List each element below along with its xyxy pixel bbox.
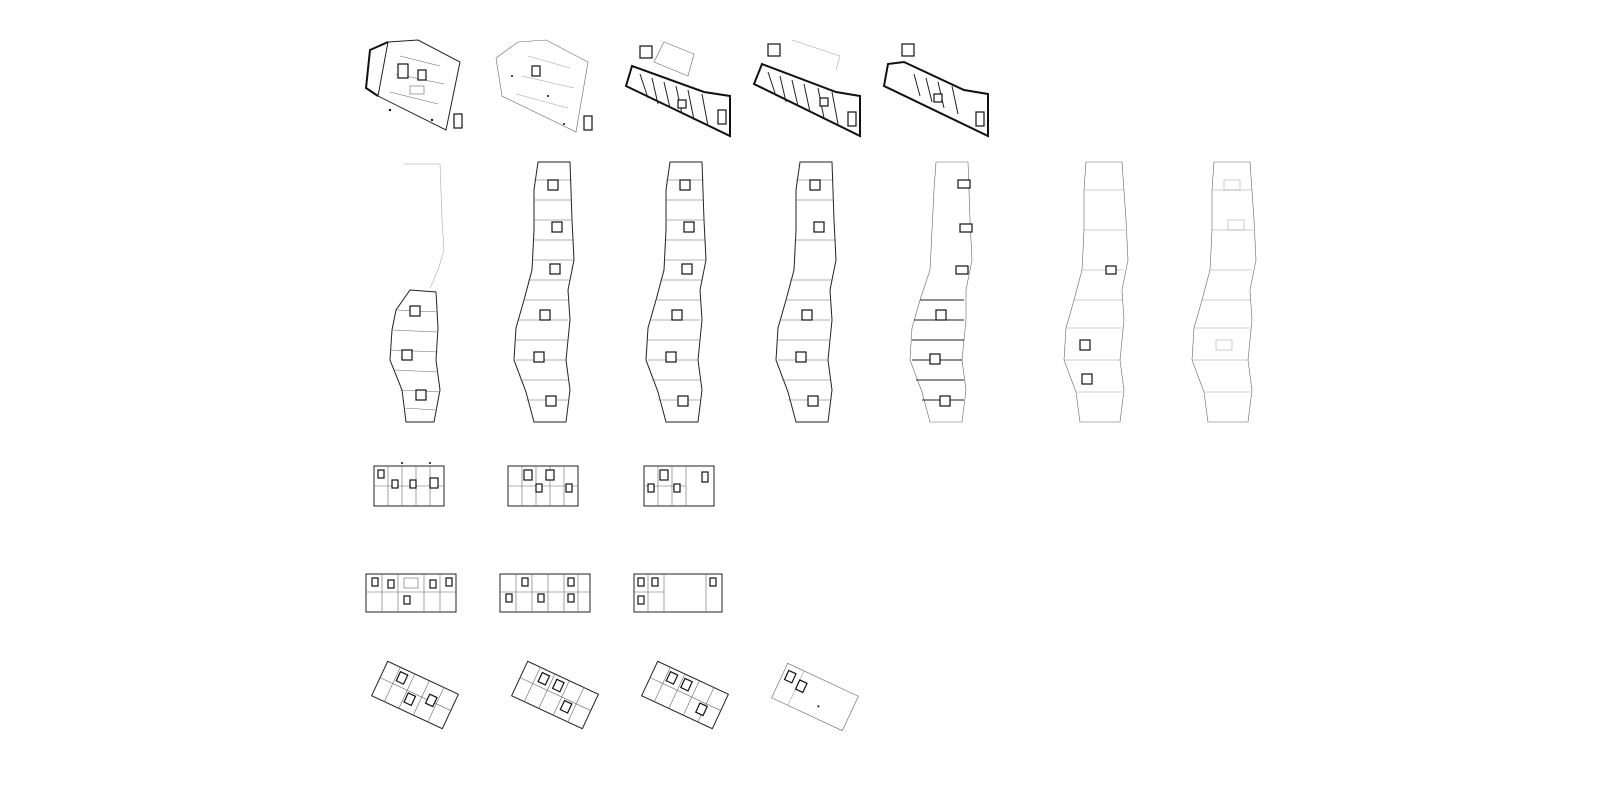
- plan-row3-3: [642, 462, 718, 510]
- plan-row2-3: [640, 160, 720, 428]
- plan-row1-4: [748, 40, 868, 140]
- plan-row4-3: [632, 570, 728, 618]
- plan-row2-4: [770, 160, 850, 428]
- plan-row2-5: [900, 160, 980, 428]
- plan-row2-1: [380, 160, 460, 428]
- plan-row3-1: [372, 462, 448, 510]
- plan-row2-2: [510, 160, 590, 428]
- plan-row4-1: [364, 570, 460, 618]
- plan-row4-2: [498, 570, 594, 618]
- plan-row5-3: [640, 658, 730, 732]
- plan-row5-4: [770, 660, 860, 734]
- plan-row5-2: [510, 658, 600, 732]
- plan-row1-1: [360, 36, 480, 136]
- plan-row3-2: [506, 462, 582, 510]
- plan-row5-1: [370, 658, 460, 732]
- plan-row1-2: [488, 36, 608, 136]
- plan-row1-3: [618, 40, 738, 140]
- plan-row2-6: [1060, 160, 1140, 428]
- plan-row2-7: [1190, 160, 1270, 428]
- plan-row1-5: [878, 40, 998, 140]
